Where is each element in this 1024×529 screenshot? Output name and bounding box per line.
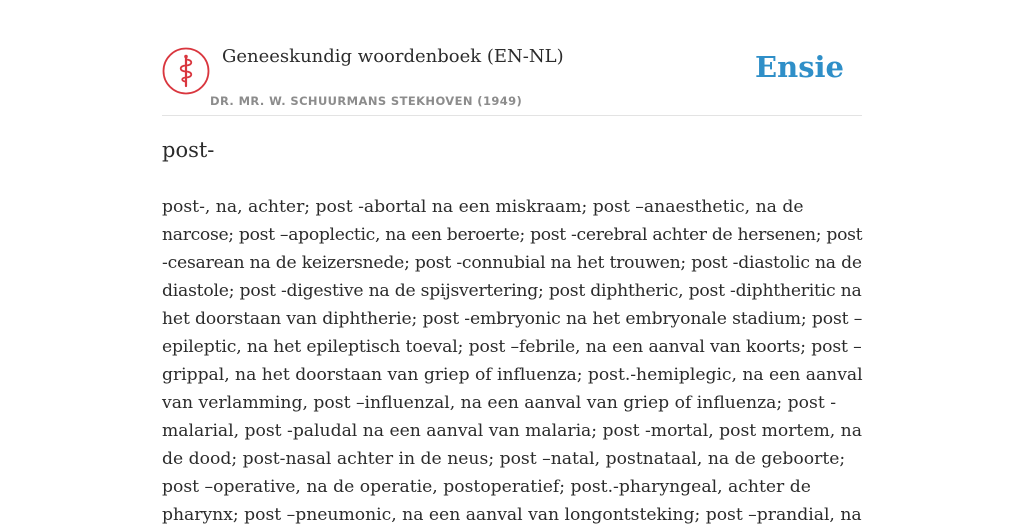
definition-line: post –operative, na de operatie, postoperatief; post.-pharyngeal, achter de [162,477,811,497]
definition-line: post-, na, achter; post -abortal na een miskraam; post –anaesthetic, na de [162,197,804,217]
dictionary-title[interactable]: Geneeskundig woordenboek (EN-NL) [222,46,564,67]
definition-line: het doorstaan van diphtherie; post -embryonic na het embryonale stadium; post – [162,309,863,329]
dictionary-author: DR. MR. W. SCHUURMANS STEKHOVEN (1949) [210,94,523,108]
entry-definition [162,193,862,529]
definition-line: malarial, post -paludal na een aanval van malaria; post -mortal, post mortem, na [162,421,862,441]
definition-line: grippal, na het doorstaan van griep of influenza; post.-hemiplegic, na een aanval [162,365,863,385]
definition-line: pharynx; post –pneumonic, na een aanval van longontsteking; post –prandial, na [162,505,862,525]
caduceus-icon[interactable] [162,47,210,95]
definition-line: -cesarean na de keizersnede; post -connubial na het trouwen; post -diastolic na de [162,253,862,273]
ensie-logo-link[interactable]: Ensie [755,50,844,84]
definition-line: diastole; post -digestive na de spijsvertering; post diphtheric, post -diphtheritic na [162,281,862,301]
entry-headword: post- [162,138,215,162]
definition-line: de dood; post-nasal achter in de neus; post –natal, postnataal, na de geboorte; [162,449,846,469]
dictionary-header [162,44,862,116]
definition-line: epileptic, na het epileptisch toeval; post –febrile, na een aanval van koorts; post – [162,337,862,357]
definition-line: van verlamming, post –influenzal, na een aanval van griep of influenza; post - [162,393,837,413]
definition-line: narcose; post –apoplectic, na een beroerte; post -cerebral achter de hersenen; post [162,225,863,245]
